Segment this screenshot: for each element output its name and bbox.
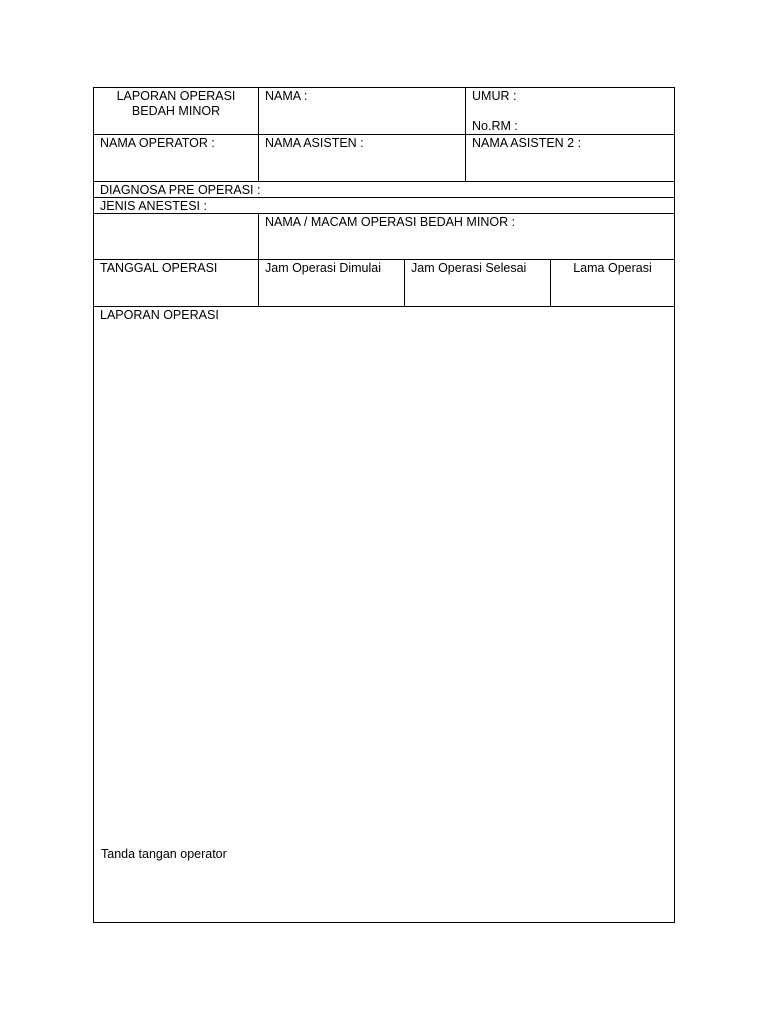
- tanggal-operasi-label: TANGGAL OPERASI: [100, 261, 218, 275]
- form-title: [94, 88, 258, 119]
- form-title-line-1: LAPORAN OPERASI: [116, 89, 236, 103]
- nama-operator-field[interactable]: [94, 135, 258, 181]
- diagnosa-pre-operasi-field[interactable]: [94, 182, 674, 197]
- nama-asisten-2-field[interactable]: [466, 135, 674, 181]
- jam-operasi-selesai-field[interactable]: [405, 260, 550, 306]
- nama-macam-operasi-field[interactable]: [259, 214, 674, 259]
- form-title-line-2: BEDAH MINOR: [131, 104, 221, 118]
- diagnosa-pre-operasi-label: DIAGNOSA PRE OPERASI :: [100, 183, 261, 197]
- nama-asisten-label: NAMA ASISTEN :: [265, 136, 364, 150]
- nama-field[interactable]: [259, 88, 465, 134]
- jenis-anestesi-label: JENIS ANESTESI :: [100, 199, 207, 213]
- no-rm-label: No.RM :: [472, 119, 518, 133]
- nama-label: NAMA :: [265, 89, 308, 103]
- nama-asisten-2-label: NAMA ASISTEN 2 :: [472, 136, 582, 150]
- jenis-anestesi-field[interactable]: [94, 198, 674, 213]
- nama-macam-operasi-label: NAMA / MACAM OPERASI BEDAH MINOR :: [265, 215, 516, 229]
- laporan-operasi-label: LAPORAN OPERASI: [100, 308, 219, 322]
- jam-operasi-dimulai-field[interactable]: [259, 260, 404, 306]
- surgery-report-form: [93, 87, 675, 923]
- lama-operasi-field[interactable]: [551, 260, 674, 306]
- jam-operasi-dimulai-label: Jam Operasi Dimulai: [265, 261, 382, 275]
- nama-asisten-field[interactable]: [259, 135, 465, 181]
- laporan-operasi-area[interactable]: [94, 307, 674, 922]
- tanggal-operasi-field[interactable]: [94, 260, 258, 306]
- jam-operasi-selesai-label: Jam Operasi Selesai: [411, 261, 527, 275]
- umur-label: UMUR :: [472, 89, 517, 103]
- nama-operator-label: NAMA OPERATOR :: [100, 136, 215, 150]
- blank-cell: [94, 214, 258, 259]
- umur-field[interactable]: [466, 88, 674, 134]
- tanda-tangan-operator-label: Tanda tangan operator: [101, 847, 227, 861]
- lama-operasi-label: Lama Operasi: [573, 261, 652, 275]
